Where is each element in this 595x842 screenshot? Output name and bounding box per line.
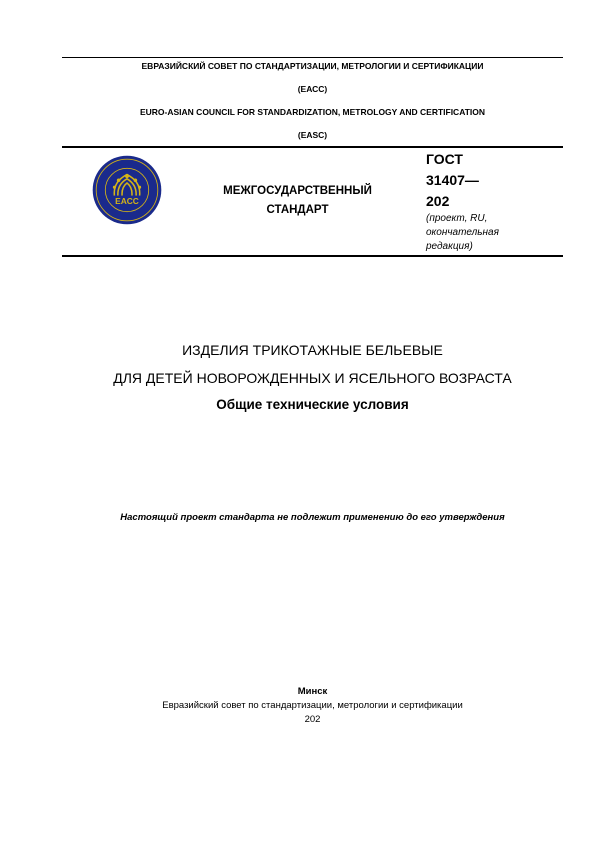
draft-note-line2: окончательная (426, 227, 499, 238)
standard-designation (426, 149, 536, 212)
standard-year: 202 (426, 193, 450, 209)
project-note: Настоящий проект стандарта не подлежит применению до его утверждения (120, 512, 505, 523)
logo-text: EACC (115, 196, 139, 206)
council-abbr-en: (EASC) (297, 130, 328, 140)
document-subtitle: Общие технические условия (216, 397, 409, 412)
document-title-line1: ИЗДЕЛИЯ ТРИКОТАЖНЫЕ БЕЛЬЕВЫЕ (182, 342, 443, 358)
footer-year: 202 (304, 714, 321, 725)
top-rule (62, 57, 563, 58)
draft-note (426, 212, 536, 254)
standard-kind (200, 182, 395, 220)
council-name-ru: ЕВРАЗИЙСКИЙ СОВЕТ ПО СТАНДАРТИЗАЦИИ, МЕТРОЛОГИИ И СЕРТИФИКАЦИИ (141, 61, 484, 71)
council-abbr-ru: (ЕАСС) (297, 84, 328, 94)
footer-publisher: Евразийский совет по стандартизации, метрологии и сертификации (162, 700, 463, 711)
easc-logo (92, 155, 162, 225)
council-name-en: EURO-ASIAN COUNCIL FOR STANDARDIZATION, METROLOGY AND CERTIFICATION (139, 107, 486, 117)
standard-kind-line1: МЕЖГОСУДАРСТВЕННЫЙ (223, 185, 372, 197)
draft-note-line1: (проект, RU, (426, 213, 488, 224)
gost-label: ГОСТ (426, 151, 463, 167)
standard-kind-line2: СТАНДАРТ (266, 204, 329, 216)
header-rule (62, 146, 563, 148)
header-bottom-rule (62, 255, 563, 257)
document-title-line2: ДЛЯ ДЕТЕЙ НОВОРОЖДЕННЫХ И ЯСЕЛЬНОГО ВОЗРАСТА (113, 370, 512, 386)
draft-note-line3: редакция) (426, 241, 473, 252)
footer-city: Минск (297, 686, 328, 697)
standard-number: 31407— (426, 172, 479, 188)
